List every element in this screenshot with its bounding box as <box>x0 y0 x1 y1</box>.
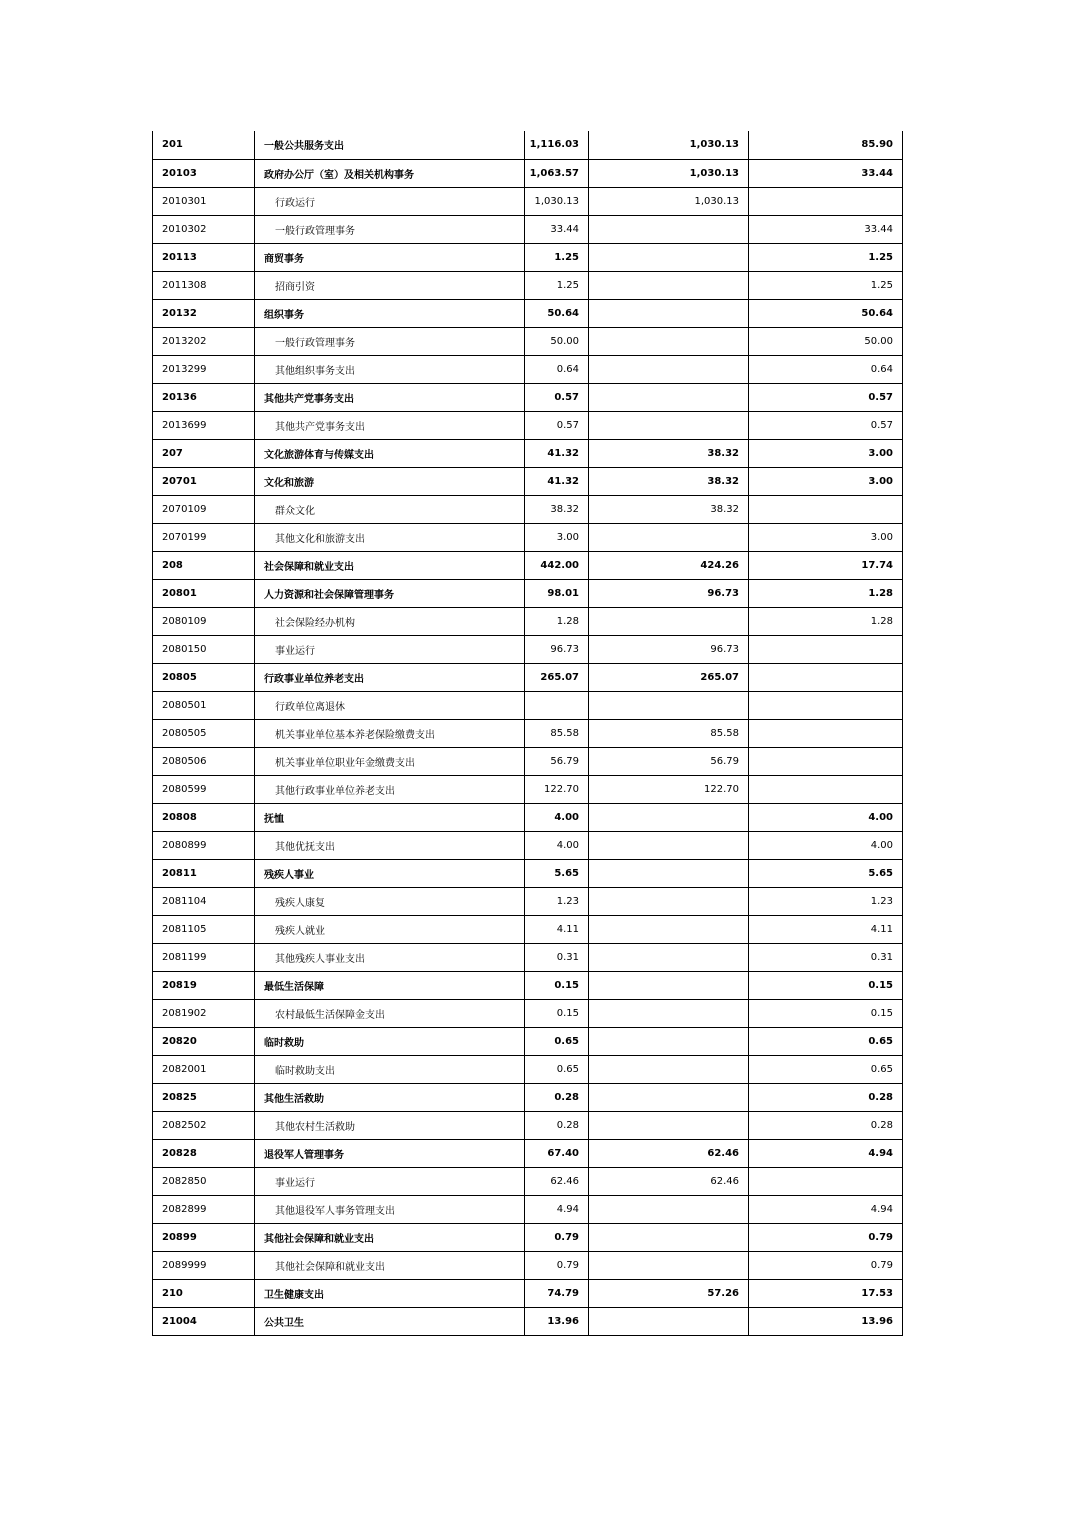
account-name-cell: 行政事业单位养老支出 <box>255 663 525 691</box>
project-expenditure-cell: 17.74 <box>749 551 903 579</box>
project-expenditure-cell: 1.25 <box>749 271 903 299</box>
project-expenditure-cell: 4.00 <box>749 831 903 859</box>
account-name-cell: 组织事务 <box>255 299 525 327</box>
table-row <box>153 215 903 243</box>
project-expenditure-cell: 0.28 <box>749 1083 903 1111</box>
basic-expenditure-cell: 1,030.13 <box>589 131 749 159</box>
account-code-cell: 2010302 <box>153 215 255 243</box>
account-code-cell: 2080899 <box>153 831 255 859</box>
table-row <box>153 859 903 887</box>
account-code-cell: 208 <box>153 551 255 579</box>
account-name-cell: 最低生活保障 <box>255 971 525 999</box>
account-name-cell: 退役军人管理事务 <box>255 1139 525 1167</box>
table-row <box>153 131 903 159</box>
total-amount-cell: 3.00 <box>525 523 589 551</box>
project-expenditure-cell: 50.00 <box>749 327 903 355</box>
account-name-cell: 政府办公厅（室）及相关机构事务 <box>255 159 525 187</box>
basic-expenditure-cell <box>589 1307 749 1335</box>
table-row <box>153 775 903 803</box>
account-code-cell: 210 <box>153 1279 255 1307</box>
total-amount-cell: 50.64 <box>525 299 589 327</box>
total-amount-cell: 41.32 <box>525 439 589 467</box>
account-name-cell: 其他退役军人事务管理支出 <box>255 1195 525 1223</box>
basic-expenditure-cell <box>589 999 749 1027</box>
basic-expenditure-cell: 96.73 <box>589 579 749 607</box>
total-amount-cell: 122.70 <box>525 775 589 803</box>
account-name-cell: 机关事业单位基本养老保险缴费支出 <box>255 719 525 747</box>
table-row <box>153 355 903 383</box>
total-amount-cell: 50.00 <box>525 327 589 355</box>
account-name-cell: 招商引资 <box>255 271 525 299</box>
basic-expenditure-cell <box>589 1027 749 1055</box>
total-amount-cell <box>525 691 589 719</box>
basic-expenditure-cell: 56.79 <box>589 747 749 775</box>
account-name-cell: 公共卫生 <box>255 1307 525 1335</box>
table-row <box>153 299 903 327</box>
account-code-cell: 2080505 <box>153 719 255 747</box>
account-name-cell: 一般行政管理事务 <box>255 215 525 243</box>
table-row <box>153 327 903 355</box>
basic-expenditure-cell <box>589 1251 749 1279</box>
account-name-cell: 行政单位离退休 <box>255 691 525 719</box>
table-row <box>153 523 903 551</box>
basic-expenditure-cell: 424.26 <box>589 551 749 579</box>
total-amount-cell: 5.65 <box>525 859 589 887</box>
basic-expenditure-cell <box>589 523 749 551</box>
project-expenditure-cell: 0.31 <box>749 943 903 971</box>
account-code-cell: 2010301 <box>153 187 255 215</box>
basic-expenditure-cell: 122.70 <box>589 775 749 803</box>
total-amount-cell: 1.28 <box>525 607 589 635</box>
total-amount-cell: 62.46 <box>525 1167 589 1195</box>
table-row <box>153 495 903 523</box>
table-row <box>153 635 903 663</box>
basic-expenditure-cell <box>589 971 749 999</box>
basic-expenditure-cell: 62.46 <box>589 1167 749 1195</box>
basic-expenditure-cell <box>589 299 749 327</box>
table-row <box>153 1055 903 1083</box>
basic-expenditure-cell <box>589 383 749 411</box>
total-amount-cell: 74.79 <box>525 1279 589 1307</box>
table-row <box>153 1139 903 1167</box>
account-name-cell: 其他农村生活救助 <box>255 1111 525 1139</box>
total-amount-cell: 442.00 <box>525 551 589 579</box>
table-row <box>153 1251 903 1279</box>
basic-expenditure-cell: 85.58 <box>589 719 749 747</box>
account-code-cell: 201 <box>153 131 255 159</box>
account-code-cell: 20811 <box>153 859 255 887</box>
project-expenditure-cell: 17.53 <box>749 1279 903 1307</box>
basic-expenditure-cell <box>589 411 749 439</box>
table-row <box>153 383 903 411</box>
basic-expenditure-cell: 96.73 <box>589 635 749 663</box>
total-amount-cell: 0.15 <box>525 971 589 999</box>
project-expenditure-cell: 4.11 <box>749 915 903 943</box>
project-expenditure-cell: 0.79 <box>749 1223 903 1251</box>
total-amount-cell: 0.64 <box>525 355 589 383</box>
basic-expenditure-cell: 38.32 <box>589 439 749 467</box>
total-amount-cell: 0.57 <box>525 411 589 439</box>
table-row <box>153 579 903 607</box>
total-amount-cell: 67.40 <box>525 1139 589 1167</box>
total-amount-cell: 265.07 <box>525 663 589 691</box>
basic-expenditure-cell <box>589 1223 749 1251</box>
account-code-cell: 2081199 <box>153 943 255 971</box>
project-expenditure-cell: 0.65 <box>749 1055 903 1083</box>
account-code-cell: 2080501 <box>153 691 255 719</box>
basic-expenditure-cell <box>589 803 749 831</box>
total-amount-cell: 1,116.03 <box>525 131 589 159</box>
account-name-cell: 残疾人事业 <box>255 859 525 887</box>
total-amount-cell: 0.28 <box>525 1083 589 1111</box>
account-code-cell: 2080599 <box>153 775 255 803</box>
account-code-cell: 2013202 <box>153 327 255 355</box>
account-code-cell: 20136 <box>153 383 255 411</box>
table-row <box>153 999 903 1027</box>
table-row <box>153 1307 903 1335</box>
total-amount-cell: 98.01 <box>525 579 589 607</box>
project-expenditure-cell <box>749 663 903 691</box>
account-name-cell: 其他社会保障和就业支出 <box>255 1223 525 1251</box>
table-row <box>153 467 903 495</box>
project-expenditure-cell: 3.00 <box>749 439 903 467</box>
basic-expenditure-cell <box>589 1055 749 1083</box>
table-row <box>153 243 903 271</box>
account-code-cell: 20825 <box>153 1083 255 1111</box>
total-amount-cell: 1.23 <box>525 887 589 915</box>
account-code-cell: 2081104 <box>153 887 255 915</box>
account-code-cell: 2013699 <box>153 411 255 439</box>
project-expenditure-cell: 1.28 <box>749 607 903 635</box>
account-code-cell: 207 <box>153 439 255 467</box>
project-expenditure-cell: 0.15 <box>749 999 903 1027</box>
account-code-cell: 2070109 <box>153 495 255 523</box>
total-amount-cell: 0.15 <box>525 999 589 1027</box>
table-row <box>153 831 903 859</box>
account-name-cell: 其他残疾人事业支出 <box>255 943 525 971</box>
project-expenditure-cell: 0.65 <box>749 1027 903 1055</box>
account-name-cell: 残疾人康复 <box>255 887 525 915</box>
project-expenditure-cell <box>749 495 903 523</box>
total-amount-cell: 1.25 <box>525 271 589 299</box>
table-row <box>153 1279 903 1307</box>
account-code-cell: 20819 <box>153 971 255 999</box>
table-row <box>153 1027 903 1055</box>
project-expenditure-cell: 0.79 <box>749 1251 903 1279</box>
account-name-cell: 残疾人就业 <box>255 915 525 943</box>
total-amount-cell: 0.79 <box>525 1223 589 1251</box>
account-name-cell: 其他组织事务支出 <box>255 355 525 383</box>
basic-expenditure-cell <box>589 1083 749 1111</box>
table-row <box>153 1083 903 1111</box>
table-row <box>153 803 903 831</box>
basic-expenditure-cell <box>589 887 749 915</box>
account-code-cell: 20820 <box>153 1027 255 1055</box>
total-amount-cell: 4.11 <box>525 915 589 943</box>
account-code-cell: 2081902 <box>153 999 255 1027</box>
project-expenditure-cell: 13.96 <box>749 1307 903 1335</box>
table-row <box>153 1223 903 1251</box>
account-name-cell: 一般行政管理事务 <box>255 327 525 355</box>
total-amount-cell: 0.31 <box>525 943 589 971</box>
account-code-cell: 20113 <box>153 243 255 271</box>
basic-expenditure-cell <box>589 607 749 635</box>
basic-expenditure-cell: 38.32 <box>589 467 749 495</box>
account-name-cell: 抚恤 <box>255 803 525 831</box>
basic-expenditure-cell <box>589 1111 749 1139</box>
account-name-cell: 其他文化和旅游支出 <box>255 523 525 551</box>
account-name-cell: 其他共产党事务支出 <box>255 383 525 411</box>
account-code-cell: 20808 <box>153 803 255 831</box>
total-amount-cell: 4.94 <box>525 1195 589 1223</box>
account-code-cell: 20103 <box>153 159 255 187</box>
table-row <box>153 663 903 691</box>
account-code-cell: 2013299 <box>153 355 255 383</box>
table-row <box>153 943 903 971</box>
account-code-cell: 2082001 <box>153 1055 255 1083</box>
account-name-cell: 商贸事务 <box>255 243 525 271</box>
basic-expenditure-cell <box>589 859 749 887</box>
account-name-cell: 其他行政事业单位养老支出 <box>255 775 525 803</box>
total-amount-cell: 85.58 <box>525 719 589 747</box>
project-expenditure-cell <box>749 719 903 747</box>
account-code-cell: 2070199 <box>153 523 255 551</box>
total-amount-cell: 38.32 <box>525 495 589 523</box>
total-amount-cell: 96.73 <box>525 635 589 663</box>
project-expenditure-cell: 1.28 <box>749 579 903 607</box>
account-code-cell: 2082502 <box>153 1111 255 1139</box>
table-row <box>153 915 903 943</box>
account-name-cell: 其他生活救助 <box>255 1083 525 1111</box>
table-row <box>153 551 903 579</box>
project-expenditure-cell: 3.00 <box>749 523 903 551</box>
project-expenditure-cell <box>749 691 903 719</box>
project-expenditure-cell: 0.64 <box>749 355 903 383</box>
basic-expenditure-cell: 62.46 <box>589 1139 749 1167</box>
account-code-cell: 20805 <box>153 663 255 691</box>
account-name-cell: 文化和旅游 <box>255 467 525 495</box>
total-amount-cell: 13.96 <box>525 1307 589 1335</box>
account-name-cell: 人力资源和社会保障管理事务 <box>255 579 525 607</box>
account-code-cell: 21004 <box>153 1307 255 1335</box>
account-code-cell: 2080150 <box>153 635 255 663</box>
table-row <box>153 1167 903 1195</box>
table-body <box>153 131 903 1335</box>
project-expenditure-cell: 1.23 <box>749 887 903 915</box>
table-row <box>153 691 903 719</box>
basic-expenditure-cell <box>589 355 749 383</box>
table-row <box>153 159 903 187</box>
table-row <box>153 271 903 299</box>
project-expenditure-cell: 4.00 <box>749 803 903 831</box>
account-name-cell: 机关事业单位职业年金缴费支出 <box>255 747 525 775</box>
table-row <box>153 719 903 747</box>
account-name-cell: 文化旅游体育与传媒支出 <box>255 439 525 467</box>
table-row <box>153 971 903 999</box>
total-amount-cell: 4.00 <box>525 831 589 859</box>
project-expenditure-cell: 85.90 <box>749 131 903 159</box>
basic-expenditure-cell <box>589 943 749 971</box>
account-name-cell: 事业运行 <box>255 1167 525 1195</box>
account-code-cell: 20132 <box>153 299 255 327</box>
table-row <box>153 439 903 467</box>
account-code-cell: 2082899 <box>153 1195 255 1223</box>
project-expenditure-cell: 1.25 <box>749 243 903 271</box>
table-row <box>153 187 903 215</box>
account-name-cell: 其他共产党事务支出 <box>255 411 525 439</box>
total-amount-cell: 1.25 <box>525 243 589 271</box>
total-amount-cell: 33.44 <box>525 215 589 243</box>
total-amount-cell: 4.00 <box>525 803 589 831</box>
project-expenditure-cell <box>749 187 903 215</box>
total-amount-cell: 1,063.57 <box>525 159 589 187</box>
account-code-cell: 20801 <box>153 579 255 607</box>
account-name-cell: 社会保障和就业支出 <box>255 551 525 579</box>
basic-expenditure-cell <box>589 327 749 355</box>
account-code-cell: 20899 <box>153 1223 255 1251</box>
project-expenditure-cell: 33.44 <box>749 215 903 243</box>
basic-expenditure-cell <box>589 243 749 271</box>
project-expenditure-cell: 0.57 <box>749 383 903 411</box>
account-name-cell: 事业运行 <box>255 635 525 663</box>
project-expenditure-cell: 0.57 <box>749 411 903 439</box>
total-amount-cell: 0.28 <box>525 1111 589 1139</box>
table-row <box>153 887 903 915</box>
basic-expenditure-cell: 38.32 <box>589 495 749 523</box>
table-row <box>153 411 903 439</box>
account-name-cell: 农村最低生活保障金支出 <box>255 999 525 1027</box>
account-name-cell: 临时救助 <box>255 1027 525 1055</box>
project-expenditure-cell: 4.94 <box>749 1195 903 1223</box>
account-code-cell: 2082850 <box>153 1167 255 1195</box>
project-expenditure-cell: 4.94 <box>749 1139 903 1167</box>
project-expenditure-cell: 33.44 <box>749 159 903 187</box>
basic-expenditure-cell: 57.26 <box>589 1279 749 1307</box>
total-amount-cell: 41.32 <box>525 467 589 495</box>
project-expenditure-cell: 50.64 <box>749 299 903 327</box>
basic-expenditure-cell <box>589 215 749 243</box>
basic-expenditure-cell: 1,030.13 <box>589 187 749 215</box>
project-expenditure-cell: 5.65 <box>749 859 903 887</box>
basic-expenditure-cell <box>589 831 749 859</box>
basic-expenditure-cell <box>589 1195 749 1223</box>
project-expenditure-cell <box>749 1167 903 1195</box>
account-code-cell: 2011308 <box>153 271 255 299</box>
account-code-cell: 2081105 <box>153 915 255 943</box>
total-amount-cell: 0.65 <box>525 1055 589 1083</box>
account-name-cell: 临时救助支出 <box>255 1055 525 1083</box>
project-expenditure-cell <box>749 775 903 803</box>
table-row <box>153 1195 903 1223</box>
account-code-cell: 20701 <box>153 467 255 495</box>
account-code-cell: 2089999 <box>153 1251 255 1279</box>
total-amount-cell: 56.79 <box>525 747 589 775</box>
total-amount-cell: 0.65 <box>525 1027 589 1055</box>
basic-expenditure-cell: 1,030.13 <box>589 159 749 187</box>
total-amount-cell: 0.79 <box>525 1251 589 1279</box>
account-name-cell: 一般公共服务支出 <box>255 131 525 159</box>
project-expenditure-cell <box>749 747 903 775</box>
account-code-cell: 20828 <box>153 1139 255 1167</box>
account-name-cell: 社会保险经办机构 <box>255 607 525 635</box>
total-amount-cell: 1,030.13 <box>525 187 589 215</box>
basic-expenditure-cell <box>589 691 749 719</box>
total-amount-cell: 0.57 <box>525 383 589 411</box>
basic-expenditure-cell <box>589 915 749 943</box>
basic-expenditure-cell: 265.07 <box>589 663 749 691</box>
account-name-cell: 其他社会保障和就业支出 <box>255 1251 525 1279</box>
project-expenditure-cell: 0.15 <box>749 971 903 999</box>
account-code-cell: 2080506 <box>153 747 255 775</box>
table-row <box>153 747 903 775</box>
project-expenditure-cell <box>749 635 903 663</box>
project-expenditure-cell: 0.28 <box>749 1111 903 1139</box>
account-code-cell: 2080109 <box>153 607 255 635</box>
table-row <box>153 607 903 635</box>
account-name-cell: 其他优抚支出 <box>255 831 525 859</box>
account-name-cell: 卫生健康支出 <box>255 1279 525 1307</box>
budget-expenditure-table <box>152 131 903 1336</box>
account-name-cell: 群众文化 <box>255 495 525 523</box>
account-name-cell: 行政运行 <box>255 187 525 215</box>
table-row <box>153 1111 903 1139</box>
basic-expenditure-cell <box>589 271 749 299</box>
project-expenditure-cell: 3.00 <box>749 467 903 495</box>
